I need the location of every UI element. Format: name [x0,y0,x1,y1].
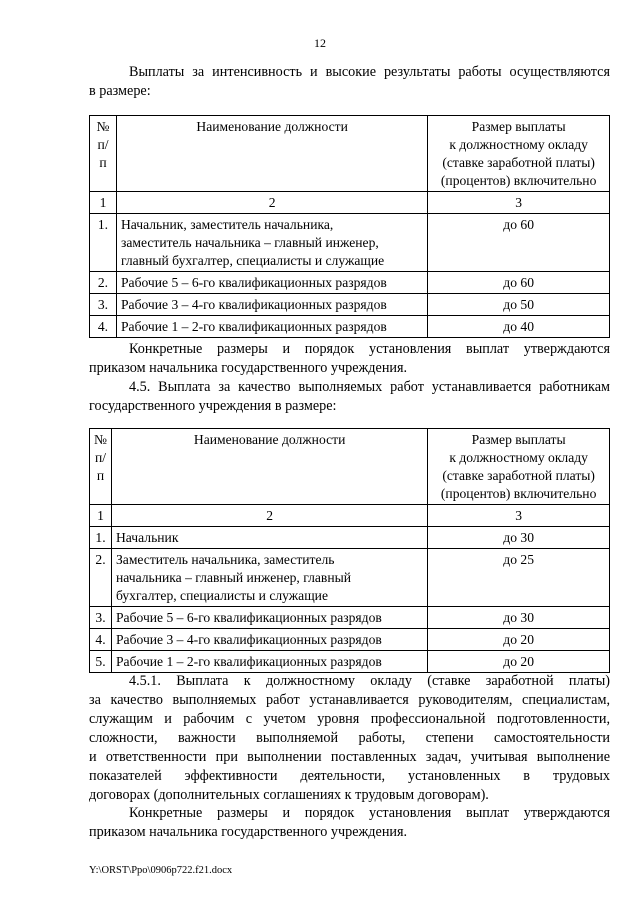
table-row: 2. Рабочие 5 – 6-го квалификационных разрядов до 60 [90,272,610,294]
table-header-row [90,116,610,192]
table-row: 2. Заместитель начальника, заместитель начальника – главный инженер, главный бухгалтер, специалисты и служащие до 25 [90,549,610,607]
paragraph-approval-2: Конкретные размеры и порядок установления выплат утверждаются приказом начальника государственного учреждения. [89,805,610,840]
table-header-row [90,429,610,505]
header-number: № п/п [90,429,112,505]
paragraph-4-5: 4.5. Выплата за качество выполняемых работ устанавливается работникам государственного учреждения в размере: [89,379,610,414]
quality-payments-table [89,428,610,673]
header-number: № п/п [90,116,117,192]
table-index-row: 1 2 3 [90,505,610,527]
table-row: 4. Рабочие 3 – 4-го квалификационных разрядов до 20 [90,629,610,651]
table-row: 1. Начальник, заместитель начальника, заместитель начальника – главный инженер, главный бухгалтер, специалисты и служащие до 60 [90,214,610,272]
paragraph-4-5-1: 4.5.1. Выплата к должностному окладу (ставке заработной платы) за качество выполняемых работ устанавливается руководителям, специалистам, служащим и рабочим с учетом уровня профессиональной подготовленности, сложности, важности выполняемой работы, степени самостоятельности и ответственности при выполнении поставленных задач, учитывая выполнение показателей эффективности деятельности, установленных в трудовых договорах (дополнительных соглашениях к трудовым договорам). [89,673,610,803]
table-row: 1. Начальник до 30 [90,527,610,549]
table-index-row: 1 2 3 [90,192,610,214]
page-number: 12 [314,36,326,50]
header-payment-size: Размер выплаты к должностному окладу (ставке заработной платы) (процентов) включительно [428,116,610,192]
intensity-payments-table [89,115,610,338]
header-position-name: Наименование должности [116,116,427,192]
header-position-name: Наименование должности [111,429,427,505]
table-row: 3. Рабочие 3 – 4-го квалификационных разрядов до 50 [90,294,610,316]
table-row: 4. Рабочие 1 – 2-го квалификационных разрядов до 40 [90,316,610,338]
paragraph-intensity-payments: Выплаты за интенсивность и высокие результаты работы осуществляются в размере: [89,64,610,99]
table-row: 3. Рабочие 5 – 6-го квалификационных разрядов до 30 [90,607,610,629]
paragraph-approval-1: Конкретные размеры и порядок установления выплат утверждаются приказом начальника государственного учреждения. [89,341,610,376]
header-payment-size: Размер выплаты к должностному окладу (ставке заработной платы) (процентов) включительно [428,429,610,505]
table-row: 5. Рабочие 1 – 2-го квалификационных разрядов до 20 [90,651,610,673]
file-path-footer: Y:\ORST\Ppo\0906p722.f21.docx [89,865,233,876]
